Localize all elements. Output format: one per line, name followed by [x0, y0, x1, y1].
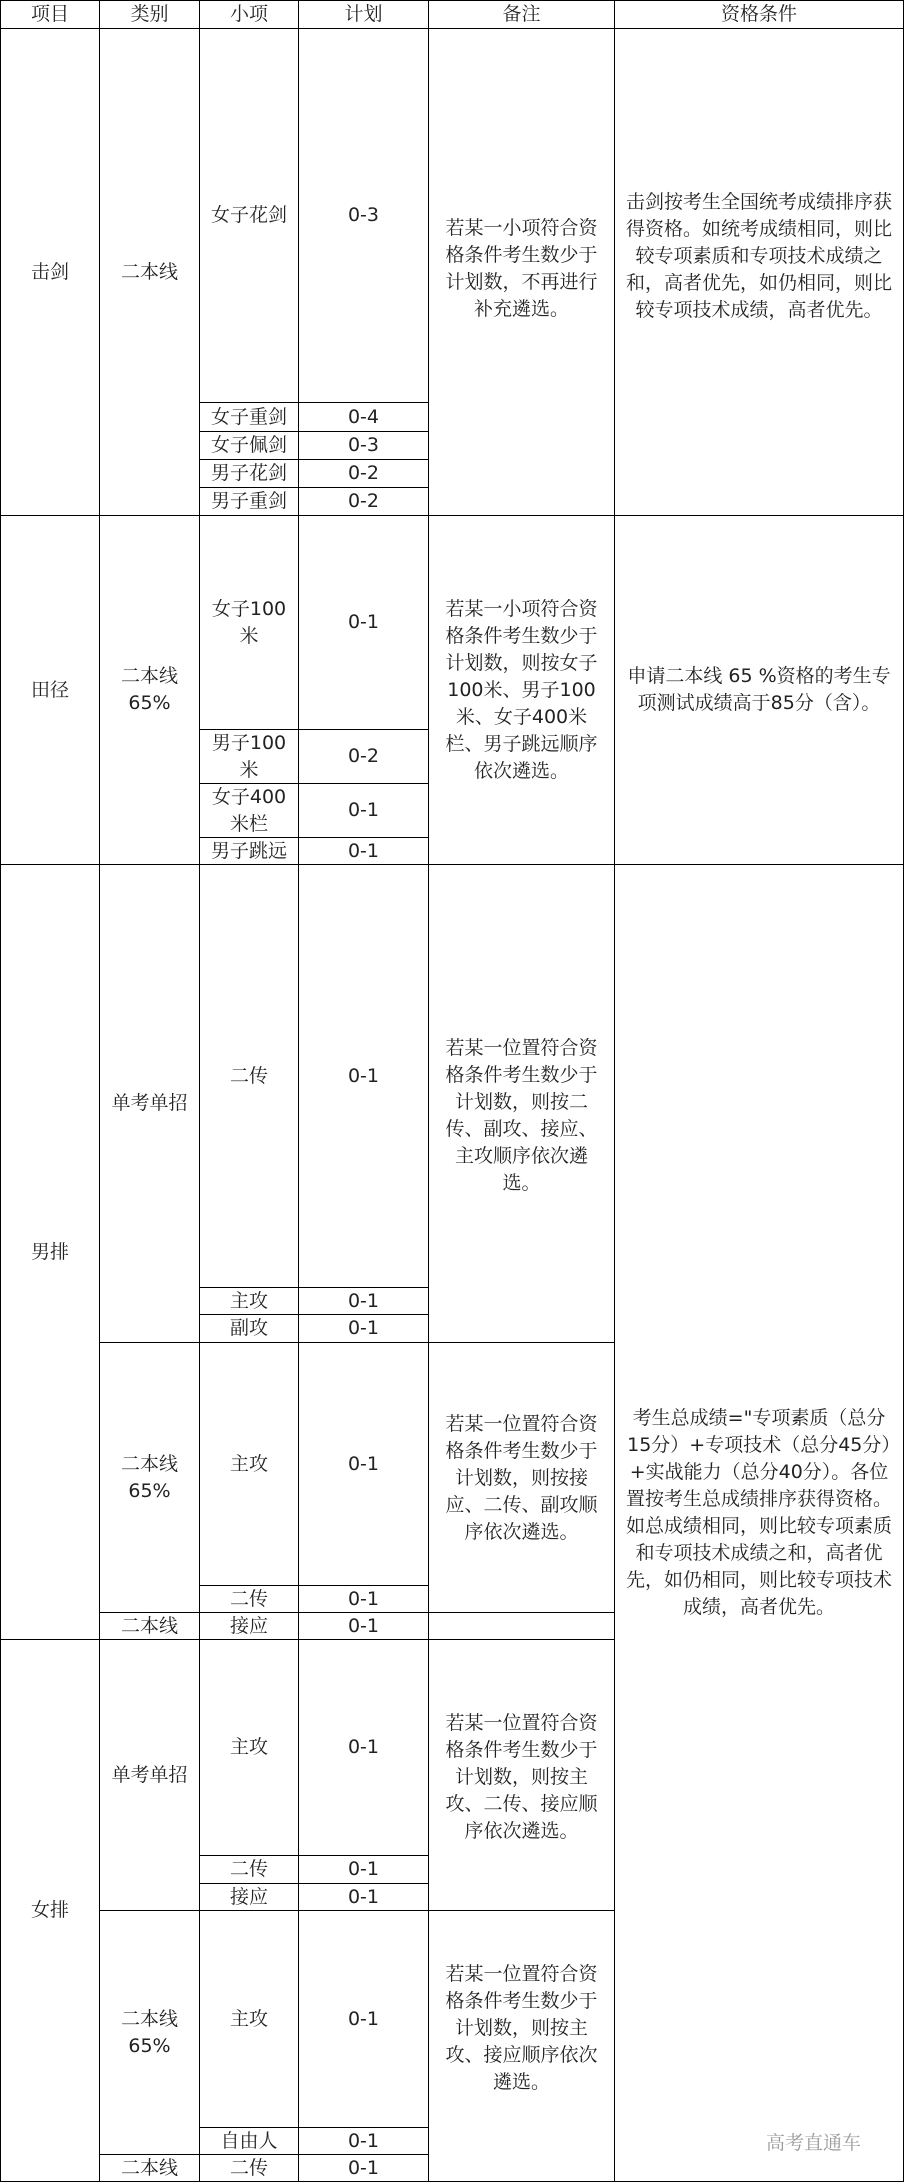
- fencing-item-1: 女子花剑: [199, 28, 299, 403]
- women-group2-item-2: 自由人: [199, 2127, 299, 2155]
- fencing-item-5: 男子重剑: [199, 487, 299, 516]
- track-item-1: 女子100 米: [199, 515, 299, 730]
- track-item-3: 女子400 米栏: [199, 783, 299, 838]
- women-group2-item-1: 主攻: [199, 1910, 299, 2128]
- men-group1-category: 单考单招: [99, 864, 200, 1343]
- men-group1-plan-2: 0-1: [298, 1287, 429, 1315]
- men-group2-category: 二本线 65%: [99, 1342, 200, 1613]
- fencing-note: 若某一小项符合资格条件考生数少于计划数，不再进行补充遴选。: [428, 28, 615, 516]
- header-note: 备注: [428, 0, 615, 29]
- volleyball-condition: 考生总成绩="专项素质（总分15分）+专项技术（总分45分）+实战能力（总分40分）。各位置按考生总成绩排序获得资格。如总成绩相同，则比较专项素质和专项技术成绩之和，高者优先，如仍相同，则比较专项技术成绩，高者优先。: [614, 864, 904, 2182]
- men-group2-plan-1: 0-1: [298, 1342, 429, 1586]
- women-group1-plan-3: 0-1: [298, 1883, 429, 1911]
- header-condition: 资格条件: [614, 0, 904, 29]
- women-group2-plan-2: 0-1: [298, 2127, 429, 2155]
- watermark: 高考直通车: [766, 2132, 862, 2154]
- header-item: 小项: [199, 0, 299, 29]
- fencing-plan-4: 0-2: [298, 459, 429, 488]
- track-plan-1: 0-1: [298, 515, 429, 730]
- women-group1-note: 若某一位置符合资格条件考生数少于计划数，则按主攻、二传、接应顺序依次遴选。: [428, 1639, 615, 1911]
- fencing-plan-5: 0-2: [298, 487, 429, 516]
- men-group3-plan-1: 0-1: [298, 1612, 429, 1640]
- fencing-plan-3: 0-3: [298, 431, 429, 460]
- men-group2-item-1: 主攻: [199, 1342, 299, 1586]
- header-project: 项目: [0, 0, 100, 29]
- women-group1-item-2: 二传: [199, 1855, 299, 1884]
- track-note: 若某一小项符合资格条件考生数少于计划数，则按女子100米、男子100米、女子400米栏、男子跳远顺序依次遴选。: [428, 515, 615, 865]
- track-item-4: 男子跳远: [199, 837, 299, 865]
- women-group2-plan-1: 0-1: [298, 1910, 429, 2128]
- men-group3-category: 二本线: [99, 1612, 200, 1640]
- men-group3-note: [428, 1612, 615, 1640]
- fencing-category: 二本线: [99, 28, 200, 516]
- track-project: 田径: [0, 515, 100, 865]
- men-group2-plan-2: 0-1: [298, 1585, 429, 1613]
- men-group1-item-3: 副攻: [199, 1314, 299, 1343]
- header-plan: 计划: [298, 0, 429, 29]
- women-group1-item-3: 接应: [199, 1883, 299, 1911]
- fencing-condition: 击剑按考生全国统考成绩排序获得资格。如统考成绩相同，则比较专项素质和专项技术成绩之和，高者优先，如仍相同，则比较专项技术成绩，高者优先。: [614, 28, 904, 516]
- men-group3-item-1: 接应: [199, 1612, 299, 1640]
- men-group1-note: 若某一位置符合资格条件考生数少于计划数，则按二传、副攻、接应、主攻顺序依次遴选。: [428, 864, 615, 1343]
- men-group1-plan-1: 0-1: [298, 864, 429, 1288]
- fencing-plan-1: 0-3: [298, 28, 429, 403]
- women-group3-plan-1: 0-1: [298, 2154, 429, 2182]
- women-group1-category: 单考单招: [99, 1639, 200, 1911]
- men-group2-note: 若某一位置符合资格条件考生数少于计划数，则按接应、二传、副攻顺序依次遴选。: [428, 1342, 615, 1613]
- track-category: 二本线 65%: [99, 515, 200, 865]
- women-group1-plan-2: 0-1: [298, 1855, 429, 1884]
- men-group1-item-2: 主攻: [199, 1287, 299, 1315]
- men-group1-plan-3: 0-1: [298, 1314, 429, 1343]
- track-condition: 申请二本线 65 %资格的考生专项测试成绩高于85分（含）。: [614, 515, 904, 865]
- fencing-item-2: 女子重剑: [199, 402, 299, 432]
- men-group2-item-2: 二传: [199, 1585, 299, 1613]
- women-group3-category: 二本线: [99, 2154, 200, 2182]
- women-group1-plan-1: 0-1: [298, 1639, 429, 1856]
- women-volleyball-project: 女排: [0, 1639, 100, 2182]
- women-group2-category: 二本线 65%: [99, 1910, 200, 2155]
- track-plan-3: 0-1: [298, 783, 429, 838]
- track-plan-4: 0-1: [298, 837, 429, 865]
- header-category: 类别: [99, 0, 200, 29]
- fencing-plan-2: 0-4: [298, 402, 429, 432]
- fencing-item-4: 男子花剑: [199, 459, 299, 488]
- fencing-project: 击剑: [0, 28, 100, 516]
- men-volleyball-project: 男排: [0, 864, 100, 1640]
- men-group1-item-1: 二传: [199, 864, 299, 1288]
- track-plan-2: 0-2: [298, 729, 429, 784]
- fencing-item-3: 女子佩剑: [199, 431, 299, 460]
- women-group1-item-1: 主攻: [199, 1639, 299, 1856]
- women-group3-item-1: 二传: [199, 2154, 299, 2182]
- track-item-2: 男子100 米: [199, 729, 299, 784]
- women-group2-note: 若某一位置符合资格条件考生数少于计划数，则按主攻、接应顺序依次遴选。: [428, 1910, 615, 2182]
